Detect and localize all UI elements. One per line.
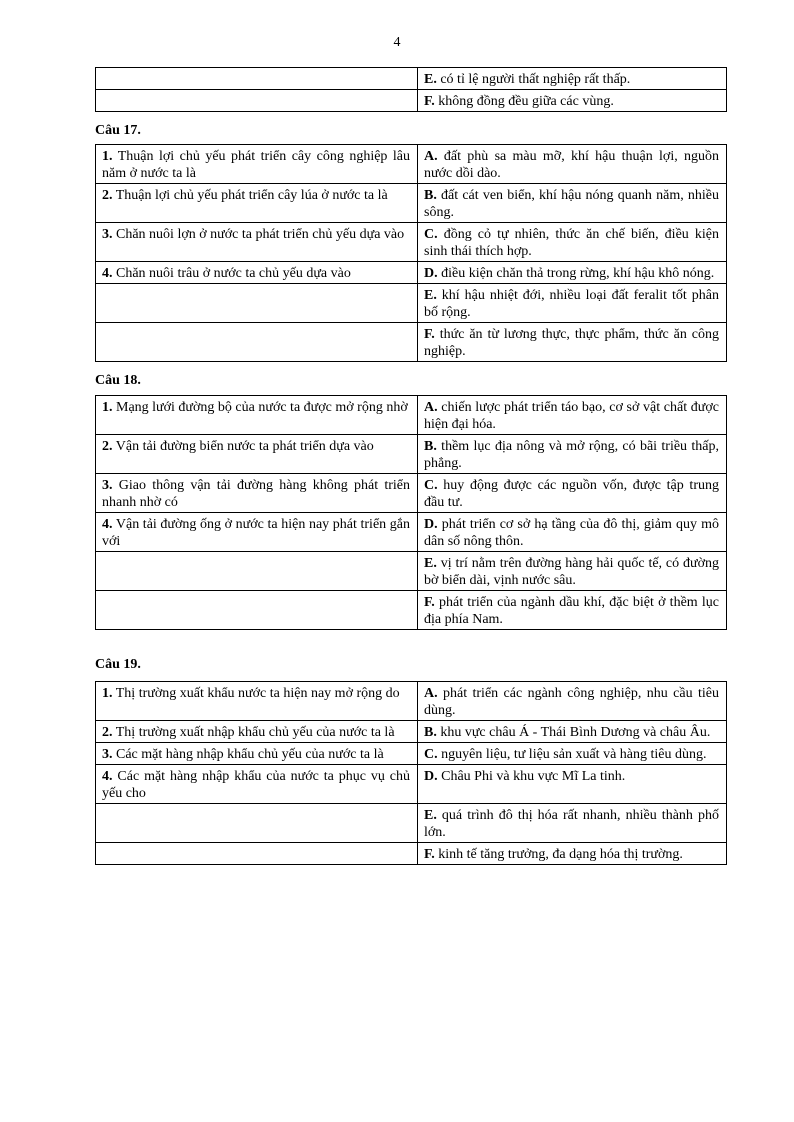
option-text: phát triển của ngành dầu khí, đặc biệt ở thềm lục địa phía Nam. bbox=[424, 595, 719, 627]
option-letter: B. bbox=[424, 439, 437, 454]
premise-cell bbox=[96, 435, 418, 474]
table-body bbox=[96, 145, 727, 362]
option-letter: F. bbox=[424, 327, 435, 342]
option-cell bbox=[418, 721, 727, 743]
option-cell bbox=[418, 474, 727, 513]
option-cell bbox=[418, 843, 727, 865]
table-body bbox=[96, 68, 727, 112]
option-text: đất cát ven biển, khí hậu nóng quanh năm, nhiều sông. bbox=[424, 188, 719, 220]
table-row bbox=[96, 184, 727, 223]
option-letter: C. bbox=[424, 478, 438, 493]
premise-text: Các mặt hàng nhập khẩu chủ yếu của nước ta là bbox=[112, 747, 384, 762]
table-row bbox=[96, 474, 727, 513]
matching-table-q17 bbox=[95, 144, 727, 362]
table-body bbox=[96, 396, 727, 630]
option-cell bbox=[418, 804, 727, 843]
premise-number: 3. bbox=[102, 747, 113, 762]
option-text: khí hậu nhiệt đới, nhiều loại đất feralit tốt phân bố rộng. bbox=[424, 288, 719, 320]
table-row bbox=[96, 323, 727, 362]
page-number: 4 bbox=[393, 35, 401, 50]
option-letter: E. bbox=[424, 556, 437, 571]
premise-text: Mạng lưới đường bộ của nước ta được mở rộng nhờ bbox=[112, 400, 408, 415]
option-text: thức ăn từ lương thực, thực phẩm, thức ăn công nghiệp. bbox=[424, 327, 719, 359]
option-letter: F. bbox=[424, 595, 435, 610]
option-letter: A. bbox=[424, 149, 438, 164]
option-letter: B. bbox=[424, 188, 437, 203]
premise-cell bbox=[96, 284, 418, 323]
premise-cell bbox=[96, 396, 418, 435]
option-cell bbox=[418, 284, 727, 323]
premise-cell bbox=[96, 262, 418, 284]
premise-text: Chăn nuôi trâu ở nước ta chủ yếu dựa vào bbox=[112, 266, 351, 281]
option-text: chiến lược phát triển táo bạo, cơ sở vật chất được hiện đại hóa. bbox=[424, 400, 719, 432]
table-body bbox=[96, 682, 727, 865]
premise-number: 2. bbox=[102, 188, 113, 203]
option-letter: D. bbox=[424, 266, 438, 281]
premise-number: 1. bbox=[102, 686, 113, 701]
option-letter: B. bbox=[424, 725, 437, 740]
option-cell bbox=[418, 223, 727, 262]
option-cell bbox=[418, 435, 727, 474]
option-text: đồng cỏ tự nhiên, thức ăn chế biến, điều kiện sinh thái thích hợp. bbox=[424, 227, 719, 259]
option-letter: E. bbox=[424, 288, 437, 303]
option-letter: A. bbox=[424, 686, 438, 701]
premise-cell bbox=[96, 223, 418, 262]
table-row bbox=[96, 145, 727, 184]
option-text: phát triển cơ sở hạ tầng của đô thị, giảm quy mô dân số nông thôn. bbox=[424, 517, 719, 549]
premise-number: 2. bbox=[102, 439, 113, 454]
table-row bbox=[96, 68, 727, 90]
option-cell bbox=[418, 184, 727, 223]
table-row bbox=[96, 721, 727, 743]
premise-cell bbox=[96, 513, 418, 552]
option-letter: A. bbox=[424, 400, 438, 415]
option-text: phát triển các ngành công nghiệp, nhu cầu tiêu dùng. bbox=[424, 686, 719, 718]
option-cell bbox=[418, 90, 727, 112]
premise-text: Vận tải đường ống ở nước ta hiện nay phát triển gắn với bbox=[102, 517, 410, 549]
option-letter: E. bbox=[424, 808, 437, 823]
option-cell bbox=[418, 145, 727, 184]
option-letter: D. bbox=[424, 769, 438, 784]
option-letter: D. bbox=[424, 517, 438, 532]
premise-text: Thị trường xuất nhập khẩu chủ yếu của nước ta là bbox=[112, 725, 395, 740]
premise-number: 3. bbox=[102, 227, 113, 242]
matching-table-q18 bbox=[95, 395, 727, 630]
premise-text: Thị trường xuất khẩu nước ta hiện nay mở rộng do bbox=[112, 686, 400, 701]
option-letter: E. bbox=[424, 72, 437, 87]
option-text: có tỉ lệ người thất nghiệp rất thấp. bbox=[436, 72, 631, 87]
table-row bbox=[96, 552, 727, 591]
option-cell bbox=[418, 765, 727, 804]
table-row bbox=[96, 284, 727, 323]
table-row bbox=[96, 396, 727, 435]
premise-cell bbox=[96, 682, 418, 721]
table-row bbox=[96, 513, 727, 552]
option-letter: F. bbox=[424, 847, 435, 862]
premise-text: Các mặt hàng nhập khẩu của nước ta phục vụ chủ yếu cho bbox=[102, 769, 410, 801]
document-body bbox=[95, 67, 727, 865]
premise-cell bbox=[96, 591, 418, 630]
table-row bbox=[96, 223, 727, 262]
option-text: nguyên liệu, tư liệu sản xuất và hàng tiêu dùng. bbox=[437, 747, 707, 762]
table-row bbox=[96, 435, 727, 474]
premise-number: 4. bbox=[102, 266, 113, 281]
premise-cell bbox=[96, 743, 418, 765]
premise-cell bbox=[96, 721, 418, 743]
option-text: huy động được các nguồn vốn, được tập trung đầu tư. bbox=[424, 478, 719, 510]
option-cell bbox=[418, 743, 727, 765]
question-19-title: Câu 19. bbox=[95, 657, 141, 672]
premise-number: 4. bbox=[102, 517, 113, 532]
premise-text: Thuận lợi chủ yếu phát triển cây lúa ở nước ta là bbox=[112, 188, 388, 203]
premise-cell bbox=[96, 765, 418, 804]
table-row bbox=[96, 765, 727, 804]
option-cell bbox=[418, 591, 727, 630]
matching-table-q19 bbox=[95, 681, 727, 865]
option-cell bbox=[418, 68, 727, 90]
option-text: đất phù sa màu mỡ, khí hậu thuận lợi, nguồn nước dồi dào. bbox=[424, 149, 719, 181]
option-cell bbox=[418, 323, 727, 362]
premise-number: 1. bbox=[102, 149, 113, 164]
premise-cell bbox=[96, 68, 418, 90]
table-row bbox=[96, 804, 727, 843]
premise-cell bbox=[96, 843, 418, 865]
table-row bbox=[96, 743, 727, 765]
option-text: thềm lục địa nông và mở rộng, có bãi triều thấp, phẳng. bbox=[424, 439, 719, 471]
matching-table-carryover bbox=[95, 67, 727, 112]
option-text: điều kiện chăn thả trong rừng, khí hậu khô nóng. bbox=[437, 266, 715, 281]
option-letter: C. bbox=[424, 227, 438, 242]
option-text: quá trình đô thị hóa rất nhanh, nhiều thành phố lớn. bbox=[424, 808, 719, 840]
premise-number: 2. bbox=[102, 725, 113, 740]
option-cell bbox=[418, 682, 727, 721]
option-text: vị trí nằm trên đường hàng hải quốc tế, có đường bờ biển dài, vịnh nước sâu. bbox=[424, 556, 719, 588]
table-row bbox=[96, 682, 727, 721]
premise-number: 3. bbox=[102, 478, 113, 493]
option-cell bbox=[418, 396, 727, 435]
premise-cell bbox=[96, 804, 418, 843]
option-cell bbox=[418, 262, 727, 284]
table-row bbox=[96, 262, 727, 284]
question-18-title: Câu 18. bbox=[95, 373, 141, 388]
option-text: không đồng đều giữa các vùng. bbox=[434, 94, 614, 109]
option-cell bbox=[418, 513, 727, 552]
premise-cell bbox=[96, 145, 418, 184]
premise-text: Vận tải đường biển nước ta phát triển dựa vào bbox=[112, 439, 374, 454]
premise-cell bbox=[96, 552, 418, 591]
premise-text: Giao thông vận tải đường hàng không phát triển nhanh nhờ có bbox=[102, 478, 410, 510]
premise-cell bbox=[96, 323, 418, 362]
option-text: khu vực châu Á - Thái Bình Dương và châu Âu. bbox=[436, 725, 711, 740]
table-row bbox=[96, 90, 727, 112]
premise-number: 4. bbox=[102, 769, 113, 784]
option-letter: C. bbox=[424, 747, 438, 762]
option-text: kinh tế tăng trưởng, đa dạng hóa thị trường. bbox=[434, 847, 683, 862]
table-row bbox=[96, 843, 727, 865]
premise-text: Thuận lợi chủ yếu phát triển cây công nghiệp lâu năm ở nước ta là bbox=[102, 149, 410, 181]
option-text: Châu Phi và khu vực Mĩ La tinh. bbox=[437, 769, 626, 784]
question-17-title: Câu 17. bbox=[95, 123, 141, 138]
premise-cell bbox=[96, 474, 418, 513]
option-cell bbox=[418, 552, 727, 591]
premise-cell bbox=[96, 184, 418, 223]
table-row bbox=[96, 591, 727, 630]
option-letter: F. bbox=[424, 94, 435, 109]
premise-cell bbox=[96, 90, 418, 112]
premise-text: Chăn nuôi lợn ở nước ta phát triển chủ yếu dựa vào bbox=[112, 227, 405, 242]
premise-number: 1. bbox=[102, 400, 113, 415]
